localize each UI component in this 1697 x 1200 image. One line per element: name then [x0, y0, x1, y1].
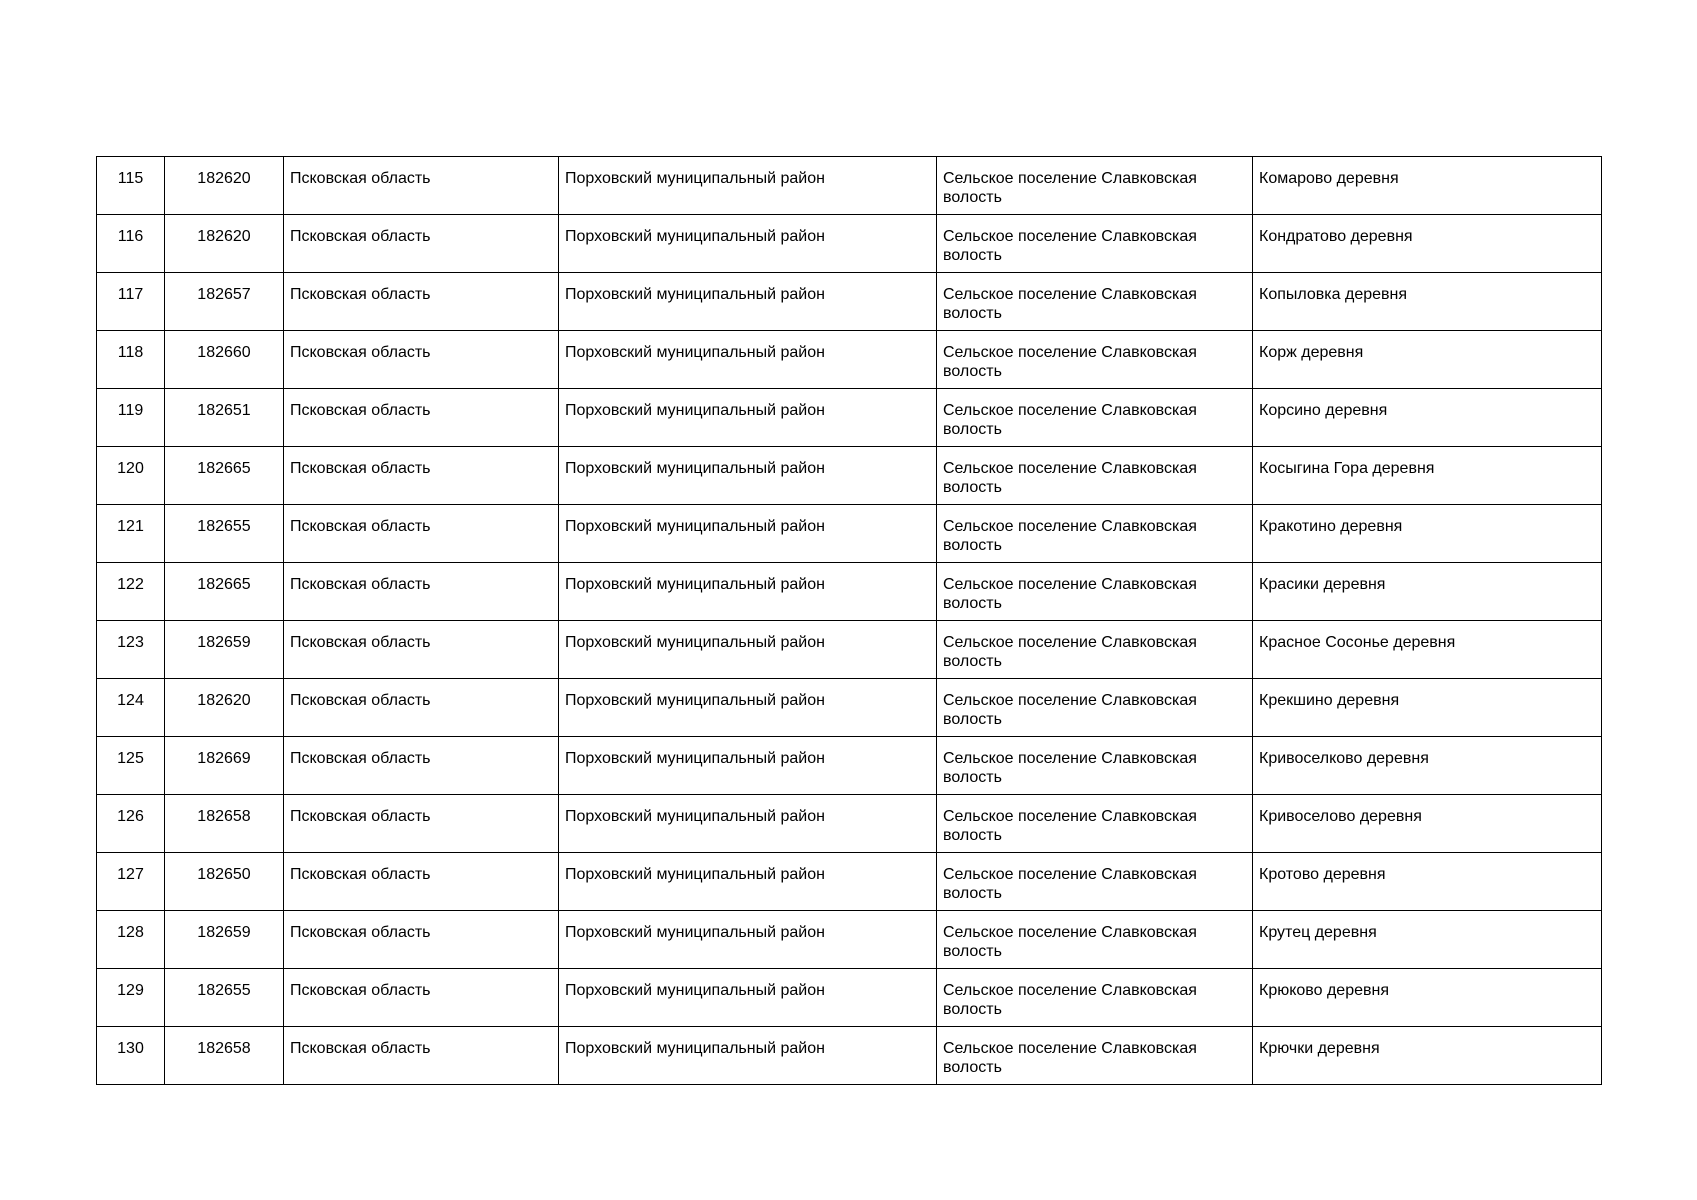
settlement-cell: Сельское поселение Славковская волость — [937, 447, 1253, 505]
table-row — [97, 505, 1602, 563]
locality-cell: Крутец деревня — [1253, 911, 1602, 969]
settlement-cell: Сельское поселение Славковская волость — [937, 157, 1253, 215]
row-number-cell: 116 — [97, 215, 165, 273]
row-number-cell: 117 — [97, 273, 165, 331]
table-row — [97, 737, 1602, 795]
settlement-cell: Сельское поселение Славковская волость — [937, 505, 1253, 563]
table-row — [97, 215, 1602, 273]
postal-index-cell: 182659 — [165, 621, 284, 679]
settlement-cell: Сельское поселение Славковская волость — [937, 795, 1253, 853]
table-row — [97, 273, 1602, 331]
region-cell: Псковская область — [284, 795, 559, 853]
region-cell: Псковская область — [284, 1027, 559, 1085]
locality-cell: Косыгина Гора деревня — [1253, 447, 1602, 505]
region-cell: Псковская область — [284, 273, 559, 331]
table-row — [97, 911, 1602, 969]
table-row — [97, 447, 1602, 505]
table-row — [97, 1027, 1602, 1085]
table-row — [97, 853, 1602, 911]
region-cell: Псковская область — [284, 911, 559, 969]
locality-table — [96, 156, 1602, 1085]
district-cell: Порховский муниципальный район — [559, 679, 937, 737]
postal-index-cell: 182660 — [165, 331, 284, 389]
locality-cell: Крючки деревня — [1253, 1027, 1602, 1085]
row-number-cell: 129 — [97, 969, 165, 1027]
row-number-cell: 121 — [97, 505, 165, 563]
district-cell: Порховский муниципальный район — [559, 157, 937, 215]
table-row — [97, 969, 1602, 1027]
settlement-cell: Сельское поселение Славковская волость — [937, 911, 1253, 969]
settlement-cell: Сельское поселение Славковская волость — [937, 737, 1253, 795]
settlement-cell: Сельское поселение Славковская волость — [937, 331, 1253, 389]
district-cell: Порховский муниципальный район — [559, 795, 937, 853]
locality-cell: Корж деревня — [1253, 331, 1602, 389]
row-number-cell: 119 — [97, 389, 165, 447]
row-number-cell: 124 — [97, 679, 165, 737]
locality-cell: Комарово деревня — [1253, 157, 1602, 215]
region-cell: Псковская область — [284, 621, 559, 679]
postal-index-cell: 182620 — [165, 215, 284, 273]
postal-index-cell: 182665 — [165, 447, 284, 505]
district-cell: Порховский муниципальный район — [559, 389, 937, 447]
locality-cell: Кротово деревня — [1253, 853, 1602, 911]
district-cell: Порховский муниципальный район — [559, 621, 937, 679]
region-cell: Псковская область — [284, 215, 559, 273]
region-cell: Псковская область — [284, 447, 559, 505]
district-cell: Порховский муниципальный район — [559, 273, 937, 331]
region-cell: Псковская область — [284, 563, 559, 621]
postal-index-cell: 182669 — [165, 737, 284, 795]
row-number-cell: 120 — [97, 447, 165, 505]
postal-index-cell: 182655 — [165, 505, 284, 563]
district-cell: Порховский муниципальный район — [559, 911, 937, 969]
postal-index-cell: 182651 — [165, 389, 284, 447]
district-cell: Порховский муниципальный район — [559, 331, 937, 389]
district-cell: Порховский муниципальный район — [559, 969, 937, 1027]
settlement-cell: Сельское поселение Славковская волость — [937, 215, 1253, 273]
table-row — [97, 679, 1602, 737]
row-number-cell: 128 — [97, 911, 165, 969]
settlement-cell: Сельское поселение Славковская волость — [937, 969, 1253, 1027]
locality-cell: Копыловка деревня — [1253, 273, 1602, 331]
row-number-cell: 125 — [97, 737, 165, 795]
row-number-cell: 118 — [97, 331, 165, 389]
row-number-cell: 123 — [97, 621, 165, 679]
row-number-cell: 115 — [97, 157, 165, 215]
row-number-cell: 126 — [97, 795, 165, 853]
postal-index-cell: 182658 — [165, 795, 284, 853]
region-cell: Псковская область — [284, 389, 559, 447]
locality-cell: Кривоселково деревня — [1253, 737, 1602, 795]
document-sheet — [96, 156, 1601, 1085]
postal-index-cell: 182665 — [165, 563, 284, 621]
row-number-cell: 127 — [97, 853, 165, 911]
region-cell: Псковская область — [284, 157, 559, 215]
postal-index-cell: 182658 — [165, 1027, 284, 1085]
district-cell: Порховский муниципальный район — [559, 447, 937, 505]
locality-cell: Корсино деревня — [1253, 389, 1602, 447]
settlement-cell: Сельское поселение Славковская волость — [937, 563, 1253, 621]
district-cell: Порховский муниципальный район — [559, 853, 937, 911]
locality-cell: Красики деревня — [1253, 563, 1602, 621]
region-cell: Псковская область — [284, 969, 559, 1027]
region-cell: Псковская область — [284, 853, 559, 911]
table-row — [97, 795, 1602, 853]
region-cell: Псковская область — [284, 737, 559, 795]
row-number-cell: 130 — [97, 1027, 165, 1085]
region-cell: Псковская область — [284, 679, 559, 737]
table-row — [97, 621, 1602, 679]
settlement-cell: Сельское поселение Славковская волость — [937, 389, 1253, 447]
table-body — [97, 157, 1602, 1085]
locality-cell: Крюково деревня — [1253, 969, 1602, 1027]
table-row — [97, 157, 1602, 215]
settlement-cell: Сельское поселение Славковская волость — [937, 1027, 1253, 1085]
district-cell: Порховский муниципальный район — [559, 737, 937, 795]
postal-index-cell: 182657 — [165, 273, 284, 331]
region-cell: Псковская область — [284, 331, 559, 389]
locality-cell: Кондратово деревня — [1253, 215, 1602, 273]
postal-index-cell: 182620 — [165, 679, 284, 737]
table-row — [97, 331, 1602, 389]
postal-index-cell: 182659 — [165, 911, 284, 969]
district-cell: Порховский муниципальный район — [559, 215, 937, 273]
region-cell: Псковская область — [284, 505, 559, 563]
table-row — [97, 389, 1602, 447]
district-cell: Порховский муниципальный район — [559, 563, 937, 621]
settlement-cell: Сельское поселение Славковская волость — [937, 853, 1253, 911]
settlement-cell: Сельское поселение Славковская волость — [937, 621, 1253, 679]
locality-cell: Кривоселово деревня — [1253, 795, 1602, 853]
settlement-cell: Сельское поселение Славковская волость — [937, 679, 1253, 737]
locality-cell: Красное Сосонье деревня — [1253, 621, 1602, 679]
district-cell: Порховский муниципальный район — [559, 1027, 937, 1085]
locality-cell: Крекшино деревня — [1253, 679, 1602, 737]
postal-index-cell: 182620 — [165, 157, 284, 215]
table-row — [97, 563, 1602, 621]
postal-index-cell: 182655 — [165, 969, 284, 1027]
district-cell: Порховский муниципальный район — [559, 505, 937, 563]
settlement-cell: Сельское поселение Славковская волость — [937, 273, 1253, 331]
postal-index-cell: 182650 — [165, 853, 284, 911]
row-number-cell: 122 — [97, 563, 165, 621]
locality-cell: Кракотино деревня — [1253, 505, 1602, 563]
